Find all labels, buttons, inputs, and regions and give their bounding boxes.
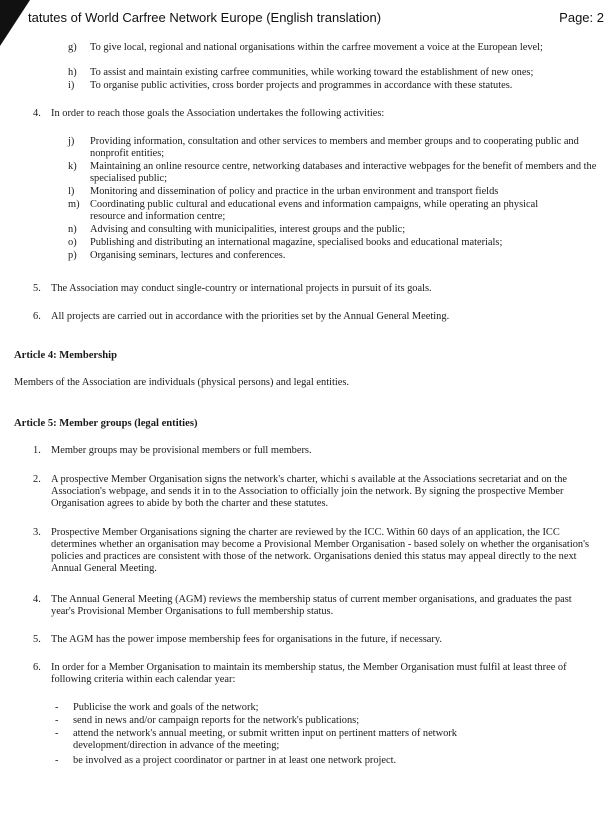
goal-marker: h) xyxy=(68,67,77,78)
article-5-item: Member groups may be provisional members or full members. xyxy=(51,445,312,456)
item-number: 1. xyxy=(33,445,41,456)
bullet-dash: - xyxy=(55,715,59,726)
activity-marker: m) xyxy=(68,199,80,210)
article-4-heading: Article 4: Membership xyxy=(14,350,117,361)
item-number: 3. xyxy=(33,527,41,538)
page-header xyxy=(28,10,604,25)
item-number: 5. xyxy=(33,283,41,294)
activity-marker: p) xyxy=(68,250,77,261)
goal-item: To assist and maintain existing carfree communities, while working toward the establishment of new ones; xyxy=(90,67,534,78)
item-number: 6. xyxy=(33,662,41,673)
page-number: Page: 2 xyxy=(559,10,604,25)
article-5-heading: Article 5: Member groups (legal entities) xyxy=(14,418,198,429)
criteria-item: Publicise the work and goals of the network; xyxy=(73,702,259,713)
activity-item: Monitoring and dissemination of policy and practice in the urban environment and transport fields xyxy=(90,186,499,197)
activity-marker: o) xyxy=(68,237,77,248)
item-number: 6. xyxy=(33,311,41,322)
scan-corner-mark xyxy=(0,0,30,46)
document-title: tatutes of World Carfree Network Europe (English translation) xyxy=(28,10,382,25)
numbered-item: All projects are carried out in accordance with the priorities set by the Annual General Meeting. xyxy=(51,311,450,322)
activity-item: Coordinating public cultural and educational evens and information campaigns, while operating an physical resource and information centre; xyxy=(90,199,539,222)
criteria-item: be involved as a project coordinator or partner in at least one network project. xyxy=(73,755,397,766)
bullet-dash: - xyxy=(55,702,59,713)
item-number: 4. xyxy=(33,108,41,119)
article-5-item: In order for a Member Organisation to maintain its membership status, the Member Organisation must fulfil at least three of following criteria within each calendar year: xyxy=(51,662,567,685)
activity-marker: j) xyxy=(68,136,75,147)
goal-item: To give local, regional and national organisations within the carfree movement a voice at the European level; xyxy=(90,42,543,53)
activity-item: Publishing and distributing an international magazine, specialised books and educational materials; xyxy=(90,237,503,248)
item-number: 4. xyxy=(33,594,41,605)
activity-marker: l) xyxy=(68,186,75,197)
goal-marker: i) xyxy=(68,80,75,91)
article-5-item: The AGM has the power impose membership fees for organisations in the future, if necessary. xyxy=(51,634,442,645)
activity-item: Advising and consulting with municipalities, interest groups and the public; xyxy=(90,224,406,235)
goal-marker: g) xyxy=(68,42,77,53)
numbered-item: The Association may conduct single-country or international projects in pursuit of its goals. xyxy=(51,283,432,294)
activity-marker: n) xyxy=(68,224,77,235)
activity-marker: k) xyxy=(68,161,77,172)
article-5-item: The Annual General Meeting (AGM) reviews the membership status of current member organisations, and graduates the past year's Provisional Member Organisations to full membership status. xyxy=(51,594,572,617)
article-5-item: A prospective Member Organisation signs the network's charter, whichi s available at the Associations secretariat and on the Association's webpage, and sends it in to the Association to officially join the network. By signing the prospective Member Organisation agrees to abide by both the charter and these statutes. xyxy=(51,474,568,509)
goal-item: To organise public activities, cross border projects and programmes in accordance with these statutes. xyxy=(90,80,513,91)
activity-item: Organising seminars, lectures and conferences. xyxy=(90,250,286,261)
criteria-item: attend the network's annual meeting, or submit written input on pertinent matters of network development/direction in advance of the meeting; xyxy=(73,728,457,751)
bullet-dash: - xyxy=(55,755,59,766)
article-4-body: Members of the Association are individuals (physical persons) and legal entities. xyxy=(14,377,350,388)
bullet-dash: - xyxy=(55,728,59,739)
item-number: 5. xyxy=(33,634,41,645)
article-5-item: Prospective Member Organisations signing the charter are reviewed by the ICC. Within 60 days of an application, the ICC determines whether an organisation may become a Provisional Member Organisation - based solely on whether the organisation's policies and practices are consistent with those of the network. Organisations denied this status may appeal directly to the next Annual General Meeting. xyxy=(51,527,590,574)
criteria-item: send in news and/or campaign reports for the network's publications; xyxy=(73,715,360,726)
activities-intro: In order to reach those goals the Association undertakes the following activities: xyxy=(51,108,385,119)
item-number: 2. xyxy=(33,474,41,485)
activity-item: Maintaining an online resource centre, networking databases and interactive webpages for the benefit of members and the specialised public; xyxy=(90,161,597,184)
activity-item: Providing information, consultation and other services to members and member groups and to cooperating public and nonprofit entities; xyxy=(90,136,579,159)
